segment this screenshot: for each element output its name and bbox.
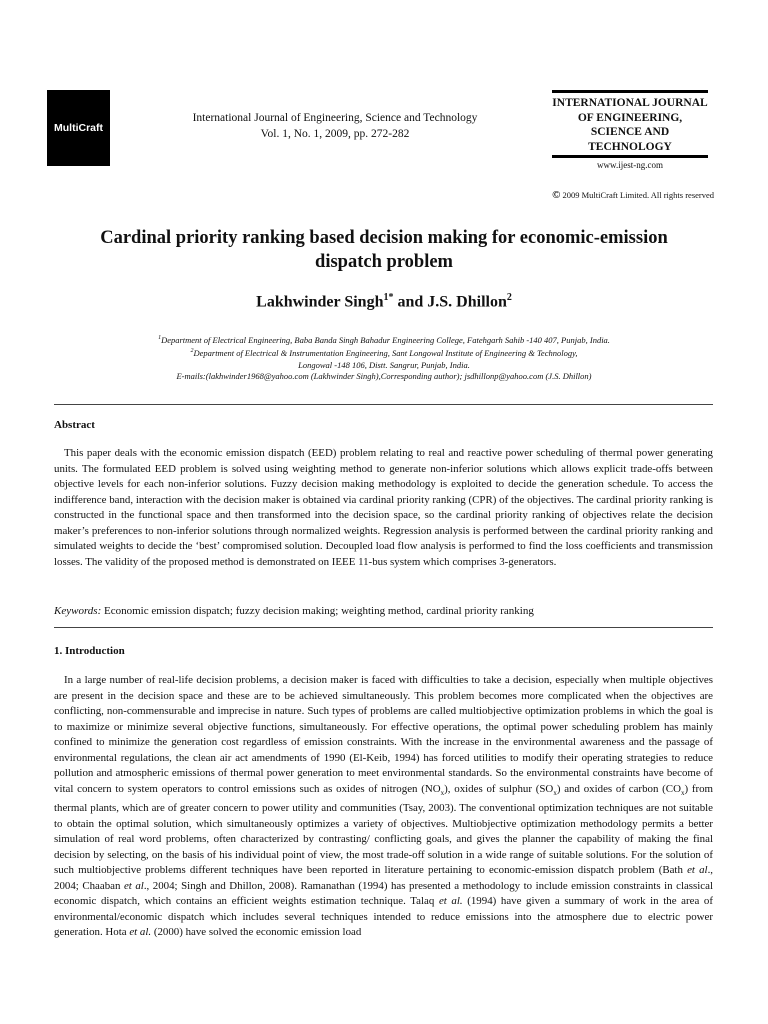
intro-text-8: (2000) have solved the economic emission load: [151, 926, 362, 939]
affiliation-1-text: Department of Electrical Engineering, Baba Banda Singh Bahadur Engineering College, Fatehgarh Sahib -140 407, Punjab, India.: [161, 334, 610, 345]
multicraft-logo: [47, 90, 110, 166]
affiliation-1-sup: 1: [158, 335, 162, 341]
keywords: [54, 605, 713, 617]
journal-header: [155, 110, 515, 142]
keywords-label: Keywords:: [54, 605, 102, 617]
etal-4: et al.: [129, 926, 152, 939]
affiliation-2: [60, 346, 708, 359]
etal-1: et al: [687, 864, 708, 877]
copyright-icon: ©: [552, 189, 561, 201]
intro-text-2: ), oxides of sulphur (SO: [444, 782, 554, 795]
volume-line: Vol. 1, No. 1, 2009, pp. 272-282: [260, 128, 410, 140]
affiliations: [60, 333, 708, 383]
author-joiner: and: [393, 293, 428, 311]
introduction-body: [54, 673, 713, 941]
affiliation-2-line-2: Longowal -148 106, Distt. Sangrur, Punjab, India.: [298, 359, 470, 370]
etal-2: et al: [123, 879, 144, 892]
copyright-line: [520, 189, 714, 201]
abstract-body: This paper deals with the economic emission dispatch (EED) problem relating to real and reactive power scheduling of thermal power generating units. The formulated EED problem is solved using weighting method to generate non-inferior solutions which allows explicit trade-offs between objective levels for each non-inferior solutions. Fuzzy decision making methodology is exploited to decide the generation schedule. To access the indifference band, interaction with the decision maker is obtained via cardinal priority ranking (CPR) of the objectives. The cardinal priority ranking is constructed in the functional space and then transformed into the decision space, so the cardinal priority ranking of objectives relate the decision maker’s preferences to non-inferior solutions through normalized weights. Regression analysis is performed between the cardinal priority ranking and simulated weights to decide the ‘best’ compromised solution. Decoupled load flow analysis is performed to find the loss coefficients and transmission losses. The validity of the proposed method is demonstrated on IEEE 11-bus system which comprises 3-generators.: [54, 447, 713, 568]
introduction-heading: 1. Introduction: [54, 645, 125, 657]
affiliation-2-sup: 2: [190, 348, 194, 355]
affiliation-2-text: Department of Electrical & Instrumentation Engineering, Sant Longowal Institute of Engineering & Technology,: [193, 348, 578, 359]
intro-text-5: ., 2004; Chaaban: [54, 864, 714, 892]
emails: E-mails:(lakhwinder1968@yahoo.com (Lakhwinder Singh),Corresponding author); jsdhillonp@yahoo.com (J.S. Dhillon): [176, 371, 592, 382]
sub-x-3: x: [680, 788, 685, 797]
intro-text-3: ) and oxides of carbon (CO: [556, 782, 681, 795]
author-1-sup: 1*: [383, 292, 394, 303]
intro-text-1: In a large number of real-life decision problems, a decision maker is faced with difficulties to take a decision, especially when multiple objectives are present in the decision space and these are to be achieved simultaneously. This problem becomes more complicated when the objectives are conflicting, non-commensurable and imprecise in nature. Such types of problems are called multiobjective optimization problems in which the goal is to maximize or minimize several objective functions, simultaneously. For effective operations, the optimal power scheduling problem has mainly confined to minimize the generation cost regardless of emission constraints. With the increase in the environmental awareness and the passage of environmental regulations, the clean air act amendments of 1990 (El-Keib, 1994) has forced utilities to modify their operating strategies to reduce pollution and atmospheric emissions of thermal power generation to meet environmental standards. So the environmental constraints have become of vital concern to system operators to control emissions such as oxides of nitrogen (NO: [54, 674, 713, 795]
abstract-heading: Abstract: [54, 419, 95, 431]
divider-bottom: [54, 627, 713, 628]
journal-box-name: INTERNATIONAL JOURNAL OF ENGINEERING, SCIENCE AND TECHNOLOGY: [552, 97, 708, 153]
intro-text-6: ., 2004; Singh and Dhillon, 2008). Ramanathan (1994) has presented a methodology to include emission constraints in classical economic dispatch, which contains an efficient weights estimation technique. Talaq: [54, 879, 713, 908]
keywords-text: Economic emission dispatch; fuzzy decision making; weighting method, cardinal priority ranking: [104, 605, 534, 617]
journal-url: www.ijest-ng.com: [597, 160, 663, 171]
author-2: J.S. Dhillon: [427, 293, 507, 311]
logo-text: MultiCraft: [54, 122, 103, 134]
copyright-text: 2009 MultiCraft Limited. All rights reserved: [562, 190, 714, 200]
author-1: Lakhwinder Singh: [256, 293, 384, 311]
paper-title: Cardinal priority ranking based decision making for economic-emission dispatch problem: [100, 228, 668, 272]
journal-line: International Journal of Engineering, Science and Technology: [192, 112, 478, 124]
affiliation-1: [60, 333, 708, 346]
author-2-sup: 2: [506, 292, 512, 303]
journal-title-box: [552, 90, 708, 172]
sub-x-1: x: [440, 788, 445, 797]
intro-text-7: (1994) have given a summary of work in the area of environmental/economic dispatch which includes several techniques intended to reduce emissions into the atmosphere due to electric power generation. Hota: [54, 895, 713, 939]
divider-top: [54, 404, 713, 405]
sub-x-2: x: [553, 788, 557, 797]
etal-3: et al.: [438, 895, 463, 908]
author-line: [180, 292, 588, 311]
intro-text-4: ) from thermal plants, which are of greater concern to power utility and communities (Tsay, 2003). The conventional optimization techniques are not suitable to obtain the optimal solution, which simultaneously optimizes a variety of objectives. Multiobjective optimization methodology permits a better simulation of real word problems, often characterized by contrasting/ conflicting goals, and gives the planner the capability of making the final decision by selecting, on the basis of his individual point of view, the most trade-off solution in a wide range of suitable solutions. For the solution of such multiobjective problems different techniques have been reported in literature pertaining to economic-emission dispatch problem (Bath: [54, 782, 714, 877]
